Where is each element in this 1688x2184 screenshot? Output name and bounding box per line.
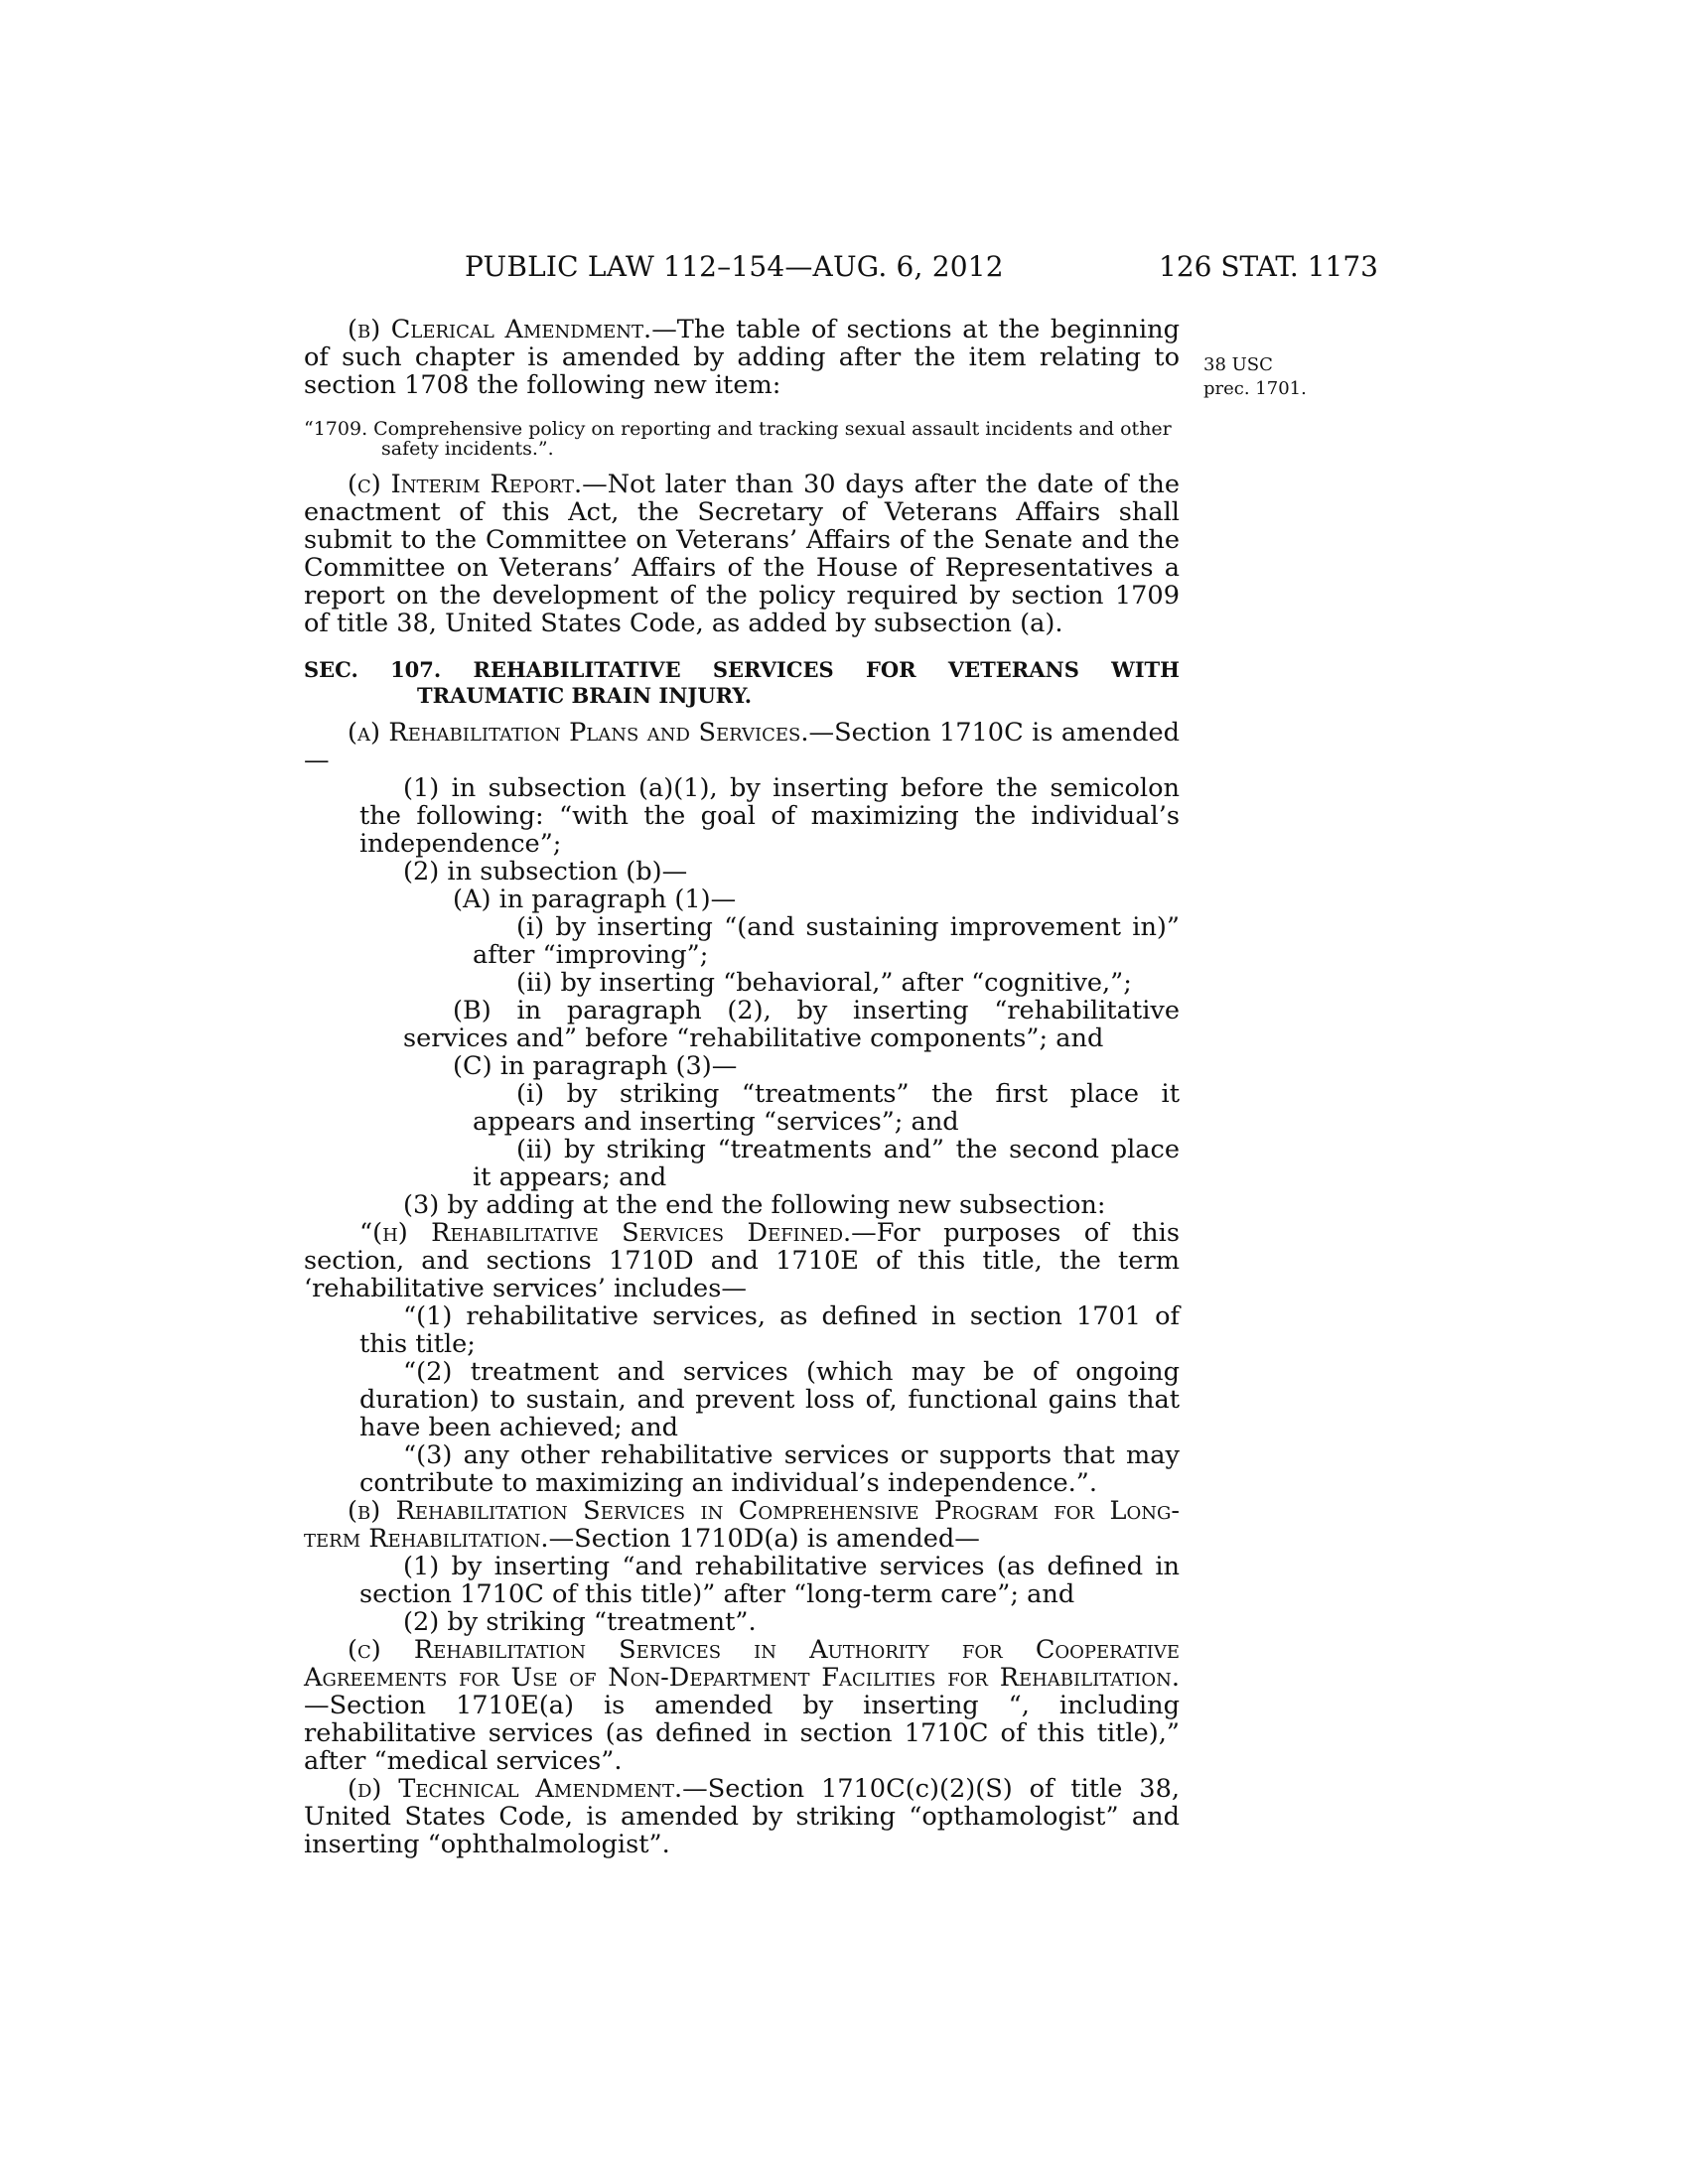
paragraph-heading: (c) Rehabilitation Services in Authority for Cooperative Agreements for Use of Non-Department Facilities for Rehabilitation. [304, 1635, 1180, 1693]
paragraph-text: —Section 1710C(c)(2)(S) of title 38, United States Code, is amended by striking “opthamologist” and inserting “ophthalmologist”. [304, 1774, 1180, 1859]
page-header-stat-citation: 126 STAT. 1173 [1159, 250, 1378, 283]
definition-item-2 [359, 1358, 1180, 1441]
clause-b1 [359, 1553, 1180, 1608]
paragraph-heading: (c) Interim Report. [348, 470, 583, 499]
clause-text: (i) by striking “treatments” the first place it appears and inserting “services”; and [473, 1079, 1180, 1137]
margin-note-line2: prec. 1701. [1203, 378, 1307, 399]
clause-text: (i) by inserting “(and sustaining improvement in)” after “improving”; [473, 912, 1180, 970]
clause-text: (B) in paragraph (2), by inserting “rehabilitative services and” before “rehabilitative components”; and [403, 996, 1180, 1053]
paragraph-heading: (b) Rehabilitation Services in Comprehensive Program for Long-term Rehabilitation. [304, 1496, 1180, 1554]
paragraph-a-rehabilitation-plans [304, 719, 1180, 774]
page-header-title: PUBLIC LAW 112–154—AUG. 6, 2012 [465, 250, 1004, 283]
table-of-sections-item: “1709. Comprehensive policy on reporting and tracking sexual assault incidents and other safety incidents.”. [304, 418, 1172, 460]
clause-a2-A [304, 886, 1180, 913]
clause-a2 [304, 858, 1180, 886]
definition-item-1 [359, 1302, 1180, 1358]
clause-b2 [304, 1608, 1180, 1636]
clause-text: (C) in paragraph (3)— [453, 1051, 738, 1081]
clause-a1 [359, 774, 1180, 858]
document-body [304, 316, 1180, 1858]
paragraph-b-rehabilitation-services [304, 1497, 1180, 1553]
definition-item-3 [359, 1441, 1180, 1497]
margin-note [1203, 353, 1323, 401]
paragraph-c-cooperative-agreements [304, 1636, 1180, 1775]
clause-text: (2) by striking “treatment”. [403, 1607, 757, 1637]
paragraph-d-technical-amendment [304, 1775, 1180, 1858]
paragraph-heading: (d) Technical Amendment. [348, 1774, 683, 1804]
clause-a3 [304, 1191, 1180, 1219]
clause-a2-A-ii [304, 969, 1180, 997]
page-header [465, 250, 1378, 290]
clause-text: (1) in subsection (a)(1), by inserting before the semicolon the following: “with the goal of maximizing the individual’s independence”; [359, 773, 1180, 859]
paragraph-text: —Section 1710D(a) is amended— [548, 1524, 980, 1554]
clause-text: (2) in subsection (b)— [403, 857, 688, 887]
clause-a2-C [304, 1052, 1180, 1080]
section-107-heading: SEC. 107. REHABILITATIVE SERVICES FOR VETERANS WITH TRAUMATIC BRAIN INJURY. [304, 657, 1180, 708]
paragraph-text: —Not later than 30 days after the date of the enactment of this Act, the Secretary of Veterans Affairs shall submit to the Committee on Veterans’ Affairs of the Senate and the Committee on Veterans’ Affairs of the House of Representatives a report on the development of the policy required by section 1709 of title 38, United States Code, as added by subsection (a). [304, 470, 1180, 638]
clause-a2-C-i [473, 1080, 1180, 1136]
paragraph-text: —For purposes of this section, and sections 1710D and 1710E of this title, the term ‘rehabilitative services’ includes— [304, 1218, 1180, 1303]
paragraph-heading: (a) Rehabilitation Plans and Services. [348, 718, 809, 748]
paragraph-text: —The table of sections at the beginning of such chapter is amended by adding after the item relating to section 1708 the following new item: [304, 315, 1180, 400]
paragraph-c-interim-report [304, 471, 1180, 637]
subsection-h-definition [304, 1219, 1180, 1302]
clause-text: “(1) rehabilitative services, as defined in section 1701 of this title; [359, 1301, 1180, 1359]
paragraph-text: —Section 1710E(a) is amended by inserting “, including rehabilitative services (as defined in section 1710C of this title),” after “medical services”. [304, 1691, 1180, 1776]
clause-a2-A-i [473, 913, 1180, 969]
clause-text: (ii) by inserting “behavioral,” after “cognitive,”; [516, 968, 1132, 998]
clause-text: “(2) treatment and services (which may be of ongoing duration) to sustain, and prevent loss of, functional gains that have been achieved; and [359, 1357, 1180, 1442]
clause-text: (A) in paragraph (1)— [453, 885, 737, 914]
clause-text: (3) by adding at the end the following new subsection: [403, 1190, 1106, 1220]
paragraph-heading: “(h) Rehabilitative Services Defined. [359, 1218, 852, 1248]
clause-text: (ii) by striking “treatments and” the second place it appears; and [473, 1135, 1180, 1192]
paragraph-b-clerical-amendment [304, 316, 1180, 399]
paragraph-heading: (b) Clerical Amendment. [348, 315, 652, 344]
paragraph-text: —Section 1710C is amended— [304, 718, 1180, 775]
margin-note-line1: 38 USC [1203, 354, 1273, 375]
clause-text: “(3) any other rehabilitative services or supports that may contribute to maximizing an individual’s independence.”. [359, 1440, 1180, 1498]
clause-a2-B [403, 997, 1180, 1052]
clause-a2-C-ii [473, 1136, 1180, 1191]
clause-text: (1) by inserting “and rehabilitative services (as defined in section 1710C of this title)” after “long-term care”; and [359, 1552, 1180, 1609]
